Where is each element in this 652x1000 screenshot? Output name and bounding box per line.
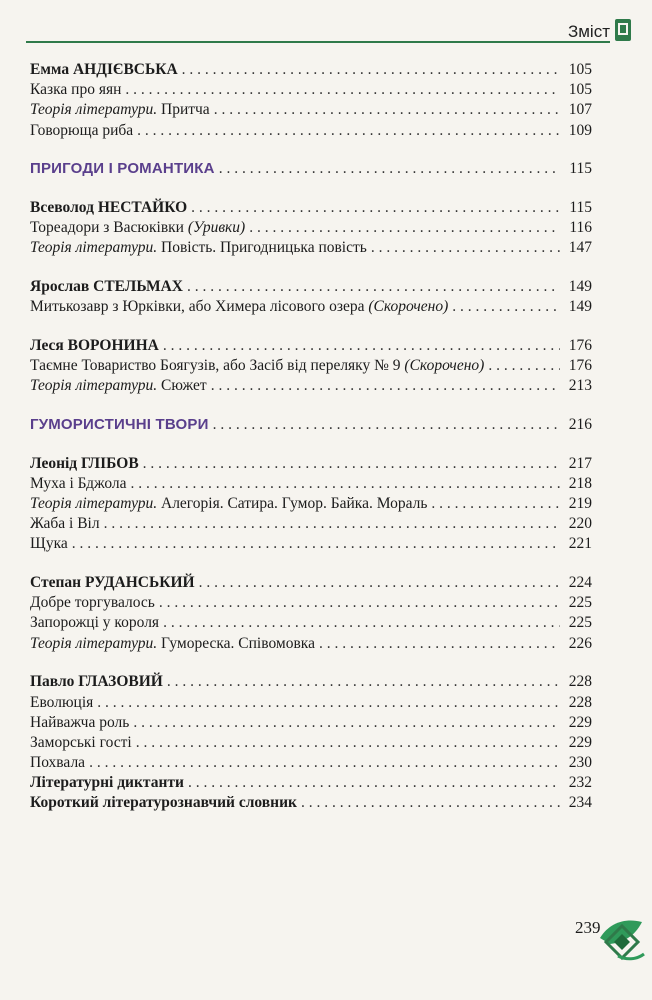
author-last-name: ГЛІБОВ bbox=[81, 454, 139, 472]
toc-entry-work bbox=[30, 474, 592, 494]
toc-entry-work bbox=[30, 494, 592, 514]
entry-text: Говорюща риба bbox=[30, 121, 134, 139]
dot-leader bbox=[182, 60, 560, 80]
toc-entry-author bbox=[30, 336, 592, 356]
toc-entry-author bbox=[30, 198, 592, 218]
page-ref: 229 bbox=[568, 713, 592, 731]
dot-leader bbox=[319, 634, 560, 654]
decorative-leaf-icon bbox=[596, 912, 648, 964]
entry-note: (Скорочено) bbox=[404, 357, 485, 375]
toc-entry-title bbox=[30, 474, 127, 494]
entry-text: Митькозавр з Юрківки, або Химера лісового озера bbox=[30, 298, 369, 316]
toc-entry-title bbox=[30, 634, 315, 654]
author-first-name: Леонід bbox=[30, 454, 82, 472]
page-ref: 218 bbox=[568, 474, 592, 492]
toc-entry-work bbox=[30, 693, 592, 713]
toc-entry-author bbox=[30, 60, 592, 80]
dot-leader bbox=[431, 494, 560, 514]
toc-entry-work bbox=[30, 100, 592, 120]
author-last-name: СТЕЛЬМАХ bbox=[93, 278, 183, 295]
entry-text: Казка про яян bbox=[30, 81, 122, 99]
dot-leader bbox=[163, 336, 560, 356]
page-ref: 219 bbox=[568, 495, 592, 512]
toc-entry-title bbox=[30, 218, 245, 238]
dot-leader bbox=[167, 672, 560, 692]
toc-entry-section bbox=[30, 415, 592, 435]
entry-text: Заморські гості bbox=[30, 733, 132, 751]
toc-entry-title bbox=[30, 356, 484, 376]
toc-entry-title bbox=[30, 60, 178, 80]
toc-entry-work bbox=[30, 376, 592, 396]
toc-entry-title bbox=[30, 80, 121, 100]
toc-entry-work bbox=[30, 80, 592, 100]
dot-leader bbox=[301, 793, 560, 813]
entry-note: (Уривки) bbox=[187, 219, 246, 237]
toc-entry-title bbox=[30, 494, 427, 514]
author-last-name: РУДАНСЬКИЙ bbox=[84, 574, 195, 592]
entry-text: Щука bbox=[30, 535, 68, 553]
page-number: 239 bbox=[575, 918, 601, 937]
toc-entry-title bbox=[30, 753, 85, 773]
toc-entry-work bbox=[30, 356, 592, 376]
group-spacer bbox=[30, 396, 592, 415]
page-ref: 216 bbox=[568, 415, 592, 433]
entry-text: Похвала bbox=[30, 754, 86, 772]
toc-entry-work bbox=[30, 634, 592, 654]
entry-text: Муха і Бджола bbox=[30, 474, 127, 492]
entry-text: Повість. Пригодницька повість bbox=[157, 239, 367, 257]
page-ref: 217 bbox=[568, 454, 592, 472]
author-first-name: Емма bbox=[30, 61, 73, 78]
page-ref: 176 bbox=[568, 336, 592, 354]
page-ref: 229 bbox=[568, 733, 592, 751]
toc-entry-title bbox=[30, 121, 133, 141]
toc-entry-title bbox=[30, 238, 367, 258]
author-first-name: Степан bbox=[30, 574, 85, 592]
toc-entry-work bbox=[30, 238, 592, 258]
page-ref: 149 bbox=[568, 298, 592, 316]
page-ref: 176 bbox=[568, 357, 592, 375]
toc-entry-bold bbox=[30, 793, 592, 813]
group-spacer bbox=[30, 317, 592, 336]
entry-text: Найважча роль bbox=[30, 713, 130, 731]
page-ref: 116 bbox=[569, 219, 592, 237]
page-ref: 230 bbox=[568, 754, 592, 772]
dot-leader bbox=[159, 593, 560, 613]
toc-entry-title bbox=[30, 376, 207, 396]
theory-label: Теорія літератури. bbox=[30, 495, 158, 512]
toc-entry-work bbox=[30, 218, 592, 238]
toc-entry-work bbox=[30, 514, 592, 534]
page-ref: 226 bbox=[568, 634, 592, 652]
page-ref: 234 bbox=[568, 794, 592, 812]
dot-leader bbox=[213, 415, 560, 435]
entry-text: Притча bbox=[157, 101, 210, 119]
page-ref: 221 bbox=[568, 535, 592, 553]
entry-text: Літературні диктанти bbox=[30, 774, 184, 792]
page-ref: 224 bbox=[568, 574, 592, 592]
dot-leader bbox=[187, 277, 560, 297]
toc-entry-work bbox=[30, 733, 592, 753]
toc-entry-work bbox=[30, 534, 592, 554]
page-ref: 228 bbox=[568, 673, 592, 691]
toc-entry-title bbox=[30, 100, 210, 120]
author-first-name: Леся bbox=[30, 336, 68, 354]
dot-leader bbox=[104, 514, 560, 534]
toc-entry-work bbox=[30, 297, 592, 317]
dot-leader bbox=[89, 753, 560, 773]
toc-entry-title bbox=[30, 672, 163, 692]
toc-entry-title bbox=[30, 613, 159, 633]
dot-leader bbox=[163, 613, 560, 633]
page-ref: 232 bbox=[568, 774, 592, 792]
theory-label: Теорія літератури. bbox=[30, 377, 158, 395]
author-last-name: НЕСТАЙКО bbox=[97, 198, 188, 216]
entry-text: Тореадори з Васюківки bbox=[30, 219, 188, 237]
toc-entry-bold bbox=[30, 773, 592, 793]
toc-entry-title bbox=[30, 773, 184, 793]
header-title: Зміст bbox=[567, 22, 610, 41]
toc-entry-title bbox=[30, 198, 187, 218]
dot-leader bbox=[72, 534, 560, 554]
page-ref: 115 bbox=[569, 160, 592, 178]
toc-entry-author bbox=[30, 573, 592, 593]
page-ref: 228 bbox=[568, 693, 592, 711]
entry-text: Жаба і Віл bbox=[30, 515, 100, 533]
author-last-name: ГЛАЗОВИЙ bbox=[78, 673, 163, 691]
page-ref: 213 bbox=[568, 377, 592, 395]
dot-leader bbox=[488, 356, 560, 376]
entry-text: Добре торгувалось bbox=[30, 594, 155, 612]
toc-entry-title bbox=[30, 277, 183, 297]
dot-leader bbox=[199, 573, 560, 593]
page-ref: 115 bbox=[569, 198, 592, 216]
entry-text: Алегорія. Сатира. Гумор. Байка. Мораль bbox=[157, 495, 428, 512]
dot-leader bbox=[133, 713, 560, 733]
toc-entry-title bbox=[30, 415, 209, 435]
book-tab-icon bbox=[614, 18, 632, 42]
toc-entry-title bbox=[30, 733, 132, 753]
group-spacer bbox=[30, 179, 592, 198]
header-rule bbox=[26, 41, 610, 43]
dot-leader bbox=[249, 218, 560, 238]
toc-entry-author bbox=[30, 277, 592, 297]
theory-label: Теорія літератури. bbox=[30, 634, 158, 652]
group-spacer bbox=[30, 555, 592, 574]
toc-entry-work bbox=[30, 121, 592, 141]
dot-leader bbox=[143, 454, 560, 474]
toc-entry-title bbox=[30, 573, 195, 593]
dot-leader bbox=[125, 80, 560, 100]
theory-label: Теорія літератури. bbox=[30, 239, 158, 257]
entry-note: (Скорочено) bbox=[368, 298, 449, 316]
author-first-name: Павло bbox=[30, 673, 79, 691]
page-ref: 147 bbox=[568, 239, 592, 257]
page-ref: 225 bbox=[568, 614, 592, 632]
page-ref: 225 bbox=[568, 594, 592, 612]
dot-leader bbox=[452, 297, 560, 317]
toc-entry-title bbox=[30, 297, 448, 317]
author-last-name: АНДІЄВСЬКА bbox=[72, 61, 178, 78]
entry-text: Запорожці у короля bbox=[30, 614, 160, 632]
dot-leader bbox=[211, 376, 560, 396]
toc-entry-title bbox=[30, 593, 155, 613]
entry-text: Гумореска. Співомовка bbox=[157, 634, 315, 652]
page-ref: 109 bbox=[568, 121, 592, 139]
dot-leader bbox=[214, 100, 560, 120]
table-of-contents bbox=[30, 60, 592, 814]
page-ref: 105 bbox=[568, 61, 592, 78]
author-first-name: Всеволод bbox=[30, 198, 98, 216]
toc-entry-title bbox=[30, 514, 100, 534]
author-first-name: Ярослав bbox=[30, 278, 94, 295]
toc-entry-author bbox=[30, 672, 592, 692]
dot-leader bbox=[97, 693, 560, 713]
entry-text: ГУМОРИСТИЧНІ ТВОРИ bbox=[30, 415, 209, 433]
dot-leader bbox=[131, 474, 560, 494]
toc-entry-title bbox=[30, 693, 93, 713]
dot-leader bbox=[137, 121, 560, 141]
toc-entry-work bbox=[30, 753, 592, 773]
toc-entry-author bbox=[30, 454, 592, 474]
group-spacer bbox=[30, 654, 592, 673]
author-last-name: ВОРОНИНА bbox=[67, 336, 159, 354]
group-spacer bbox=[30, 435, 592, 454]
entry-text: Таємне Товариство Боягузів, або Засіб від переляку № 9 bbox=[30, 357, 405, 375]
dot-leader bbox=[191, 198, 560, 218]
toc-entry-title bbox=[30, 713, 129, 733]
dot-leader bbox=[188, 773, 560, 793]
group-spacer bbox=[30, 141, 592, 160]
toc-entry-title bbox=[30, 159, 215, 179]
toc-entry-work bbox=[30, 613, 592, 633]
toc-entry-title bbox=[30, 793, 297, 813]
dot-leader bbox=[371, 238, 560, 258]
toc-entry-title bbox=[30, 336, 159, 356]
toc-entry-section bbox=[30, 159, 592, 179]
page-ref: 107 bbox=[568, 101, 592, 119]
dot-leader bbox=[136, 733, 560, 753]
dot-leader bbox=[219, 159, 560, 179]
entry-text: Короткий літературознавчий словник bbox=[30, 794, 297, 812]
page-ref: 149 bbox=[568, 278, 592, 295]
toc-entry-title bbox=[30, 534, 68, 554]
toc-entry-work bbox=[30, 593, 592, 613]
page-ref: 220 bbox=[568, 515, 592, 533]
entry-text: Еволюція bbox=[30, 693, 94, 711]
entry-text: ПРИГОДИ І РОМАНТИКА bbox=[30, 160, 215, 178]
entry-text: Сюжет bbox=[157, 377, 207, 395]
group-spacer bbox=[30, 259, 592, 278]
toc-entry-title bbox=[30, 454, 139, 474]
toc-entry-work bbox=[30, 713, 592, 733]
theory-label: Теорія літератури. bbox=[30, 101, 158, 119]
page-ref: 105 bbox=[568, 81, 592, 99]
